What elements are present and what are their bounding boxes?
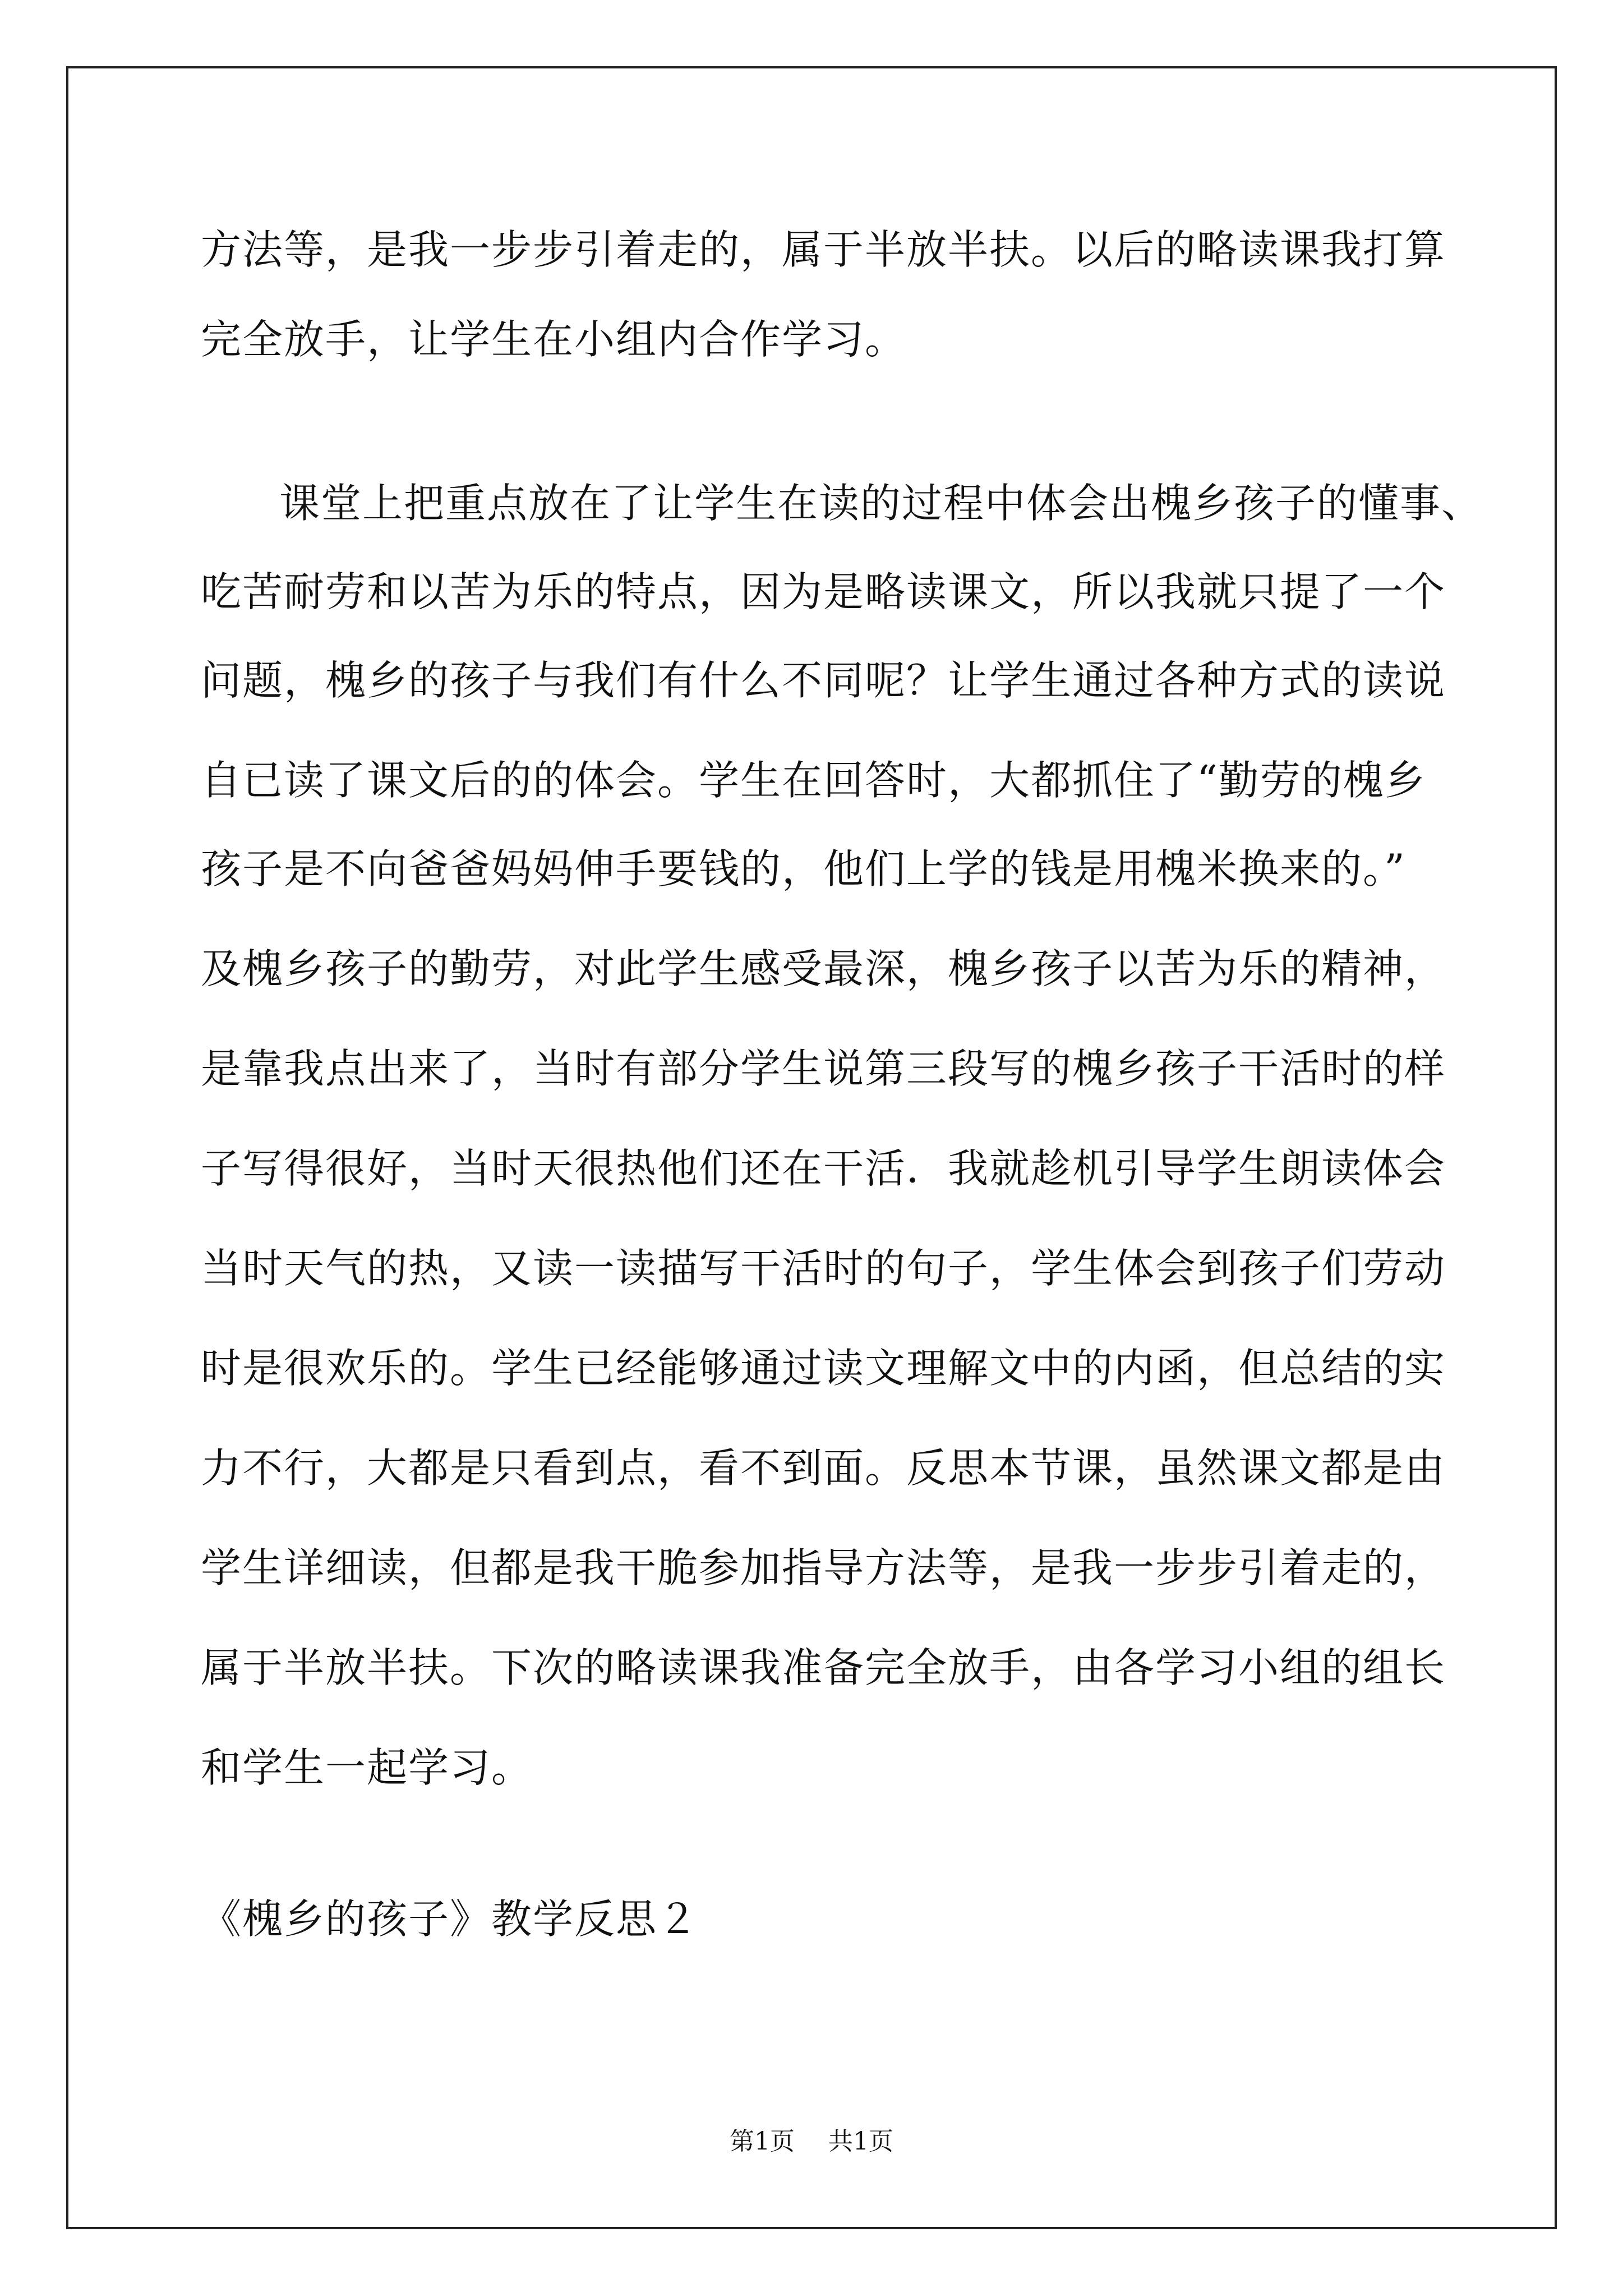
page-total: 共1页 — [828, 2127, 893, 2156]
paragraph-line: 及槐乡孩子的勤劳，对此学生感受最深，槐乡孩子以苦为乐的精神， — [201, 945, 1446, 992]
paragraph-line: 力不行，大都是只看到点，看不到面。反思本节课，虽然课文都是由 — [201, 1444, 1446, 1492]
page-number: 第1页 — [730, 2127, 795, 2156]
paragraph-line: 是靠我点出来了，当时有部分学生说第三段写的槐乡孩子干活时的样 — [201, 1045, 1446, 1092]
paragraph-line: 子写得很好，当时天很热他们还在干活．我就趁机引导学生朗读体会 — [201, 1145, 1446, 1192]
paragraph-line: 属于半放半扶。下次的略读课我准备完全放手，由各学习小组的组长 — [201, 1644, 1446, 1691]
section-heading: 《槐乡的孩子》教学反思２ — [201, 1895, 699, 1943]
paragraph-line: 方法等，是我一步步引着走的，属于半放半扶。以后的略读课我打算 — [201, 226, 1446, 273]
paragraph-line: 时是很欢乐的。学生已经能够通过读文理解文中的内函，但总结的实 — [201, 1345, 1446, 1392]
page-footer — [0, 2126, 1623, 2157]
paragraph-line: 课堂上把重点放在了让学生在读的过程中体会出槐乡孩子的懂事、 — [279, 480, 1483, 527]
paragraph-line: 和学生一起学习。 — [201, 1744, 533, 1791]
paragraph-line: 当时天气的热，又读一读描写干活时的句子，学生体会到孩子们劳动 — [201, 1245, 1446, 1292]
paragraph-line: 完全放手，让学生在小组内合作学习。 — [201, 316, 907, 363]
paragraph-line: 自已读了课文后的的体会。学生在回答时，大都抓住了“勤劳的槐乡 — [201, 757, 1426, 804]
paragraph-line: 吃苦耐劳和以苦为乐的特点，因为是略读课文，所以我就只提了一个 — [201, 568, 1446, 615]
paragraph-line: 学生详细读，但都是我干脆参加指导方法等，是我一步步引着走的， — [201, 1544, 1446, 1591]
paragraph-line: 孩子是不向爸爸妈妈伸手要钱的，他们上学的钱是用槐米换来的。” — [201, 845, 1406, 892]
paragraph-line: 问题，槐乡的孩子与我们有什么不同呢？让学生通过各种方式的读说 — [201, 657, 1446, 704]
